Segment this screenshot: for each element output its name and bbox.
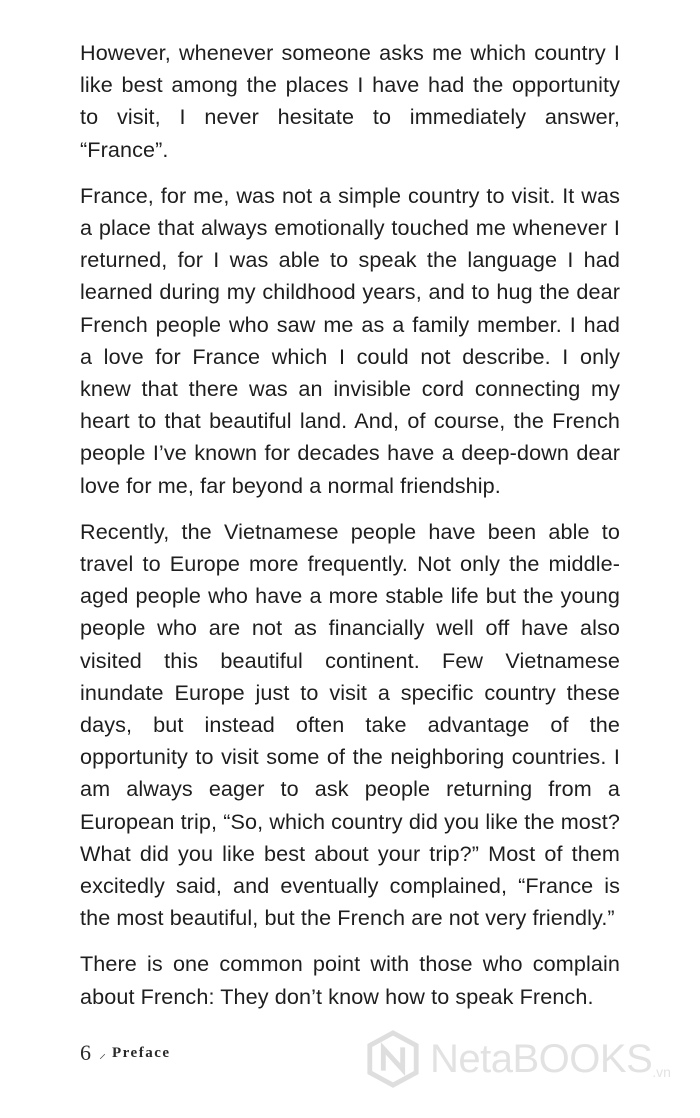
paragraph-3: Recently, the Vietnamese people have been able to travel to Europe more frequently. Not only the middle-aged people who have a more stable life but the young people who are not as financially well off have also visited this beautiful continent. Few Vietnamese inundate Europe just to visit a specific country these days, but instead often take advantage of the opportunity to visit some of the neighboring countries. I am always eager to ask people returning from a European trip, “So, which country did you like the most? What did you like best about your trip?” Most of them excitedly said, and eventually complained, “France is the most beautiful, but the French are not very friendly.” [80, 518, 620, 931]
paragraph-4: There is one common point with those who complain about French: They don’t know how to speak French. [80, 951, 620, 1009]
page-number: 6 [80, 1040, 91, 1065]
watermark-brand: NetaBOOKS [430, 1036, 653, 1081]
paragraph-1: However, whenever someone asks me which country I like best among the places I have had the opportunity to visit, I never hesitate to immediately answer, “France”. [80, 40, 620, 162]
footer-ornament: ⸝ [99, 1046, 106, 1062]
section-name: Preface [112, 1044, 171, 1061]
watermark-suffix: .vn [652, 1064, 671, 1080]
page-body [80, 37, 620, 1027]
netabooks-logo-icon [364, 1030, 422, 1088]
paragraph-2: France, for me, was not a simple country to visit. It was a place that always emotionally touched me whenever I returned, for I was able to speak the language I had learned during my childhood years, and to hug the dear French people who saw me as a family member. I had a love for France which I could not describe. I only knew that there was an invisible cord connecting my heart to that beautiful land. And, of course, the French people I’ve known for decades have a deep-down dear love for me, far beyond a normal friendship. [80, 182, 620, 498]
netabooks-watermark [364, 1030, 671, 1088]
page-footer [80, 1040, 171, 1066]
